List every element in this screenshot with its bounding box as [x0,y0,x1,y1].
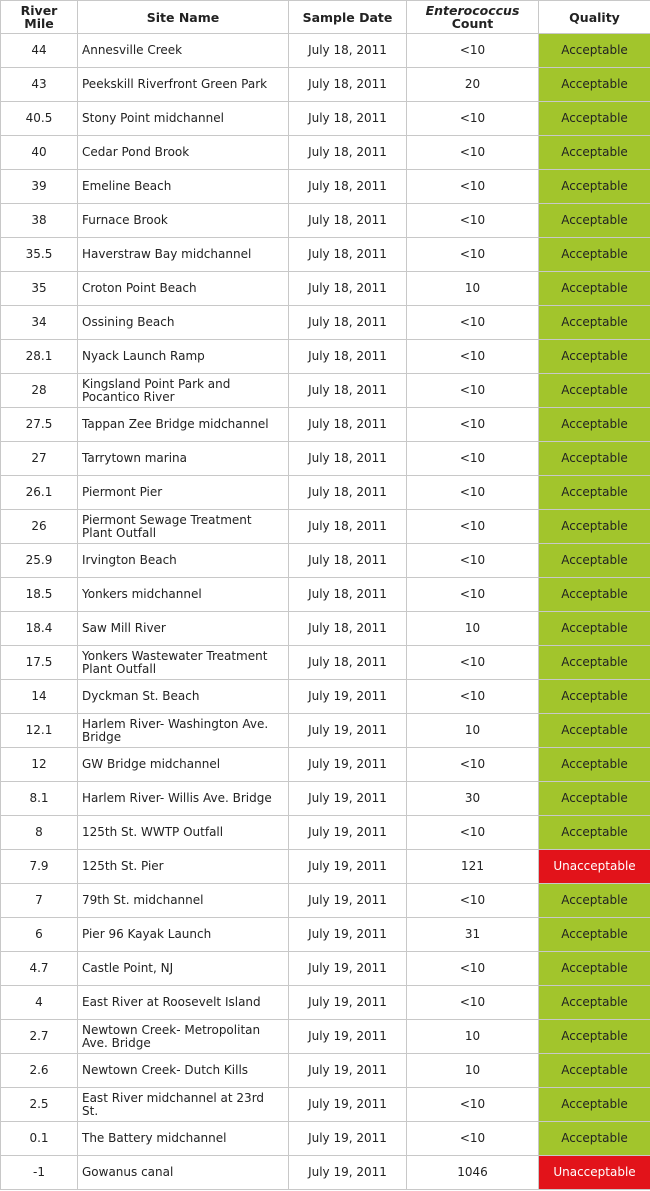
sample-date-cell: July 18, 2011 [289,34,407,68]
count-cell: 10 [407,714,539,748]
table-row [1,782,650,816]
sample-date-cell: July 18, 2011 [289,544,407,578]
sample-date-cell: July 19, 2011 [289,918,407,952]
site-name-cell: Tarrytown marina [78,442,289,476]
sample-date-cell: July 18, 2011 [289,102,407,136]
site-name-cell: Gowanus canal [78,1156,289,1190]
table-row [1,238,650,272]
site-name-cell: Tappan Zee Bridge midchannel [78,408,289,442]
table-row [1,1020,650,1054]
river-mile-cell: 28 [1,374,78,408]
table-row [1,680,650,714]
count-cell: 31 [407,918,539,952]
table-row [1,476,650,510]
site-name-cell: Yonkers Wastewater Treatment Plant Outfall [78,646,289,680]
count-cell: <10 [407,884,539,918]
count-cell: <10 [407,340,539,374]
site-name-cell: Harlem River- Willis Ave. Bridge [78,782,289,816]
sample-date-cell: July 19, 2011 [289,986,407,1020]
count-cell: 10 [407,1020,539,1054]
header-quality: Quality [539,1,650,34]
sample-date-cell: July 19, 2011 [289,816,407,850]
table-row [1,646,650,680]
site-name-cell: Saw Mill River [78,612,289,646]
site-name-cell: The Battery midchannel [78,1122,289,1156]
site-name-cell: Harlem River- Washington Ave. Bridge [78,714,289,748]
quality-cell-acceptable: Acceptable [539,646,650,680]
site-name-cell: Nyack Launch Ramp [78,340,289,374]
count-cell: 20 [407,68,539,102]
sample-date-cell: July 19, 2011 [289,680,407,714]
sample-date-cell: July 18, 2011 [289,170,407,204]
quality-cell-acceptable: Acceptable [539,204,650,238]
site-name-cell: Peekskill Riverfront Green Park [78,68,289,102]
sample-date-cell: July 18, 2011 [289,204,407,238]
quality-cell-acceptable: Acceptable [539,136,650,170]
table-row [1,136,650,170]
river-mile-cell: 7 [1,884,78,918]
quality-cell-acceptable: Acceptable [539,748,650,782]
quality-cell-acceptable: Acceptable [539,680,650,714]
river-mile-cell: 38 [1,204,78,238]
count-cell: <10 [407,748,539,782]
sample-date-cell: July 19, 2011 [289,850,407,884]
sample-date-cell: July 19, 2011 [289,1020,407,1054]
table-row [1,102,650,136]
quality-cell-acceptable: Acceptable [539,306,650,340]
site-name-cell: Kingsland Point Park and Pocantico River [78,374,289,408]
river-mile-cell: 14 [1,680,78,714]
river-mile-cell: 35 [1,272,78,306]
river-mile-cell: 26.1 [1,476,78,510]
site-name-cell: Emeline Beach [78,170,289,204]
count-cell: <10 [407,952,539,986]
header-enterococcus-count [407,1,539,34]
sample-date-cell: July 18, 2011 [289,646,407,680]
sample-date-cell: July 18, 2011 [289,374,407,408]
count-cell: <10 [407,1122,539,1156]
quality-cell-acceptable: Acceptable [539,782,650,816]
site-name-cell: Stony Point midchannel [78,102,289,136]
site-name-cell: Croton Point Beach [78,272,289,306]
river-mile-cell: 43 [1,68,78,102]
table-row [1,850,650,884]
site-name-cell: Yonkers midchannel [78,578,289,612]
quality-cell-acceptable: Acceptable [539,408,650,442]
count-cell: <10 [407,646,539,680]
site-name-cell: Irvington Beach [78,544,289,578]
site-name-cell: Cedar Pond Brook [78,136,289,170]
table-row [1,578,650,612]
count-cell: <10 [407,34,539,68]
river-mile-cell: 6 [1,918,78,952]
table-row [1,1122,650,1156]
table-row [1,714,650,748]
header-count-plain: Count [451,16,494,31]
count-cell: <10 [407,986,539,1020]
quality-cell-acceptable: Acceptable [539,578,650,612]
table-row [1,68,650,102]
sample-date-cell: July 18, 2011 [289,408,407,442]
sample-date-cell: July 18, 2011 [289,578,407,612]
site-name-cell: Haverstraw Bay midchannel [78,238,289,272]
count-cell: 10 [407,1054,539,1088]
header-count-italic: Enterococcus [425,3,520,18]
river-mile-cell: 18.4 [1,612,78,646]
site-name-cell: 125th St. Pier [78,850,289,884]
sample-date-cell: July 19, 2011 [289,714,407,748]
count-cell: <10 [407,442,539,476]
quality-cell-acceptable: Acceptable [539,34,650,68]
quality-cell-unacceptable: Unacceptable [539,850,650,884]
river-mile-cell: 17.5 [1,646,78,680]
sample-date-cell: July 19, 2011 [289,748,407,782]
river-mile-cell: 12.1 [1,714,78,748]
site-name-cell: Piermont Pier [78,476,289,510]
quality-cell-acceptable: Acceptable [539,816,650,850]
table-row [1,816,650,850]
count-cell: <10 [407,170,539,204]
river-mile-cell: 2.7 [1,1020,78,1054]
river-mile-cell: 40 [1,136,78,170]
river-mile-cell: 44 [1,34,78,68]
table-row [1,340,650,374]
river-mile-cell: 4.7 [1,952,78,986]
river-mile-cell: 25.9 [1,544,78,578]
table-row [1,408,650,442]
header-river-mile: River Mile [1,1,78,34]
site-name-cell: Dyckman St. Beach [78,680,289,714]
sample-date-cell: July 19, 2011 [289,1054,407,1088]
table-row [1,748,650,782]
table-row [1,34,650,68]
river-mile-cell: 35.5 [1,238,78,272]
count-cell: 121 [407,850,539,884]
table-row [1,1088,650,1122]
table-row [1,884,650,918]
count-cell: <10 [407,1088,539,1122]
count-cell: <10 [407,306,539,340]
table-row [1,918,650,952]
river-mile-cell: 27 [1,442,78,476]
count-cell: 30 [407,782,539,816]
river-mile-cell: 8 [1,816,78,850]
quality-cell-acceptable: Acceptable [539,170,650,204]
count-cell: 1046 [407,1156,539,1190]
river-mile-cell: 0.1 [1,1122,78,1156]
sample-date-cell: July 19, 2011 [289,884,407,918]
river-mile-cell: 39 [1,170,78,204]
sample-date-cell: July 18, 2011 [289,136,407,170]
count-cell: 10 [407,272,539,306]
river-mile-cell: -1 [1,1156,78,1190]
river-mile-cell: 27.5 [1,408,78,442]
table-row [1,1054,650,1088]
table-row [1,170,650,204]
site-name-cell: Newtown Creek- Metropolitan Ave. Bridge [78,1020,289,1054]
river-mile-cell: 12 [1,748,78,782]
river-mile-cell: 28.1 [1,340,78,374]
quality-cell-acceptable: Acceptable [539,68,650,102]
site-name-cell: Castle Point, NJ [78,952,289,986]
count-cell: <10 [407,578,539,612]
count-cell: <10 [407,816,539,850]
site-name-cell: Ossining Beach [78,306,289,340]
quality-cell-unacceptable: Unacceptable [539,1156,650,1190]
river-mile-cell: 4 [1,986,78,1020]
sample-date-cell: July 18, 2011 [289,272,407,306]
river-mile-cell: 40.5 [1,102,78,136]
count-cell: 10 [407,612,539,646]
table-header [1,1,650,34]
river-mile-cell: 2.6 [1,1054,78,1088]
sample-date-cell: July 18, 2011 [289,612,407,646]
site-name-cell: 79th St. midchannel [78,884,289,918]
quality-cell-acceptable: Acceptable [539,544,650,578]
table-row [1,204,650,238]
sample-date-cell: July 18, 2011 [289,476,407,510]
quality-cell-acceptable: Acceptable [539,918,650,952]
table-row [1,952,650,986]
table-row [1,510,650,544]
quality-cell-acceptable: Acceptable [539,986,650,1020]
count-cell: <10 [407,374,539,408]
table-body [1,34,650,1190]
header-row [1,1,650,34]
sample-date-cell: July 19, 2011 [289,1088,407,1122]
table-row [1,986,650,1020]
quality-cell-acceptable: Acceptable [539,884,650,918]
header-site-name: Site Name [78,1,289,34]
site-name-cell: East River at Roosevelt Island [78,986,289,1020]
count-cell: <10 [407,544,539,578]
table-row [1,442,650,476]
river-mile-cell: 8.1 [1,782,78,816]
river-mile-cell: 26 [1,510,78,544]
table-row [1,612,650,646]
quality-cell-acceptable: Acceptable [539,476,650,510]
quality-cell-acceptable: Acceptable [539,714,650,748]
quality-cell-acceptable: Acceptable [539,102,650,136]
river-mile-cell: 34 [1,306,78,340]
site-name-cell: Piermont Sewage Treatment Plant Outfall [78,510,289,544]
site-name-cell: Annesville Creek [78,34,289,68]
quality-cell-acceptable: Acceptable [539,1088,650,1122]
count-cell: <10 [407,510,539,544]
sample-date-cell: July 19, 2011 [289,782,407,816]
quality-cell-acceptable: Acceptable [539,510,650,544]
river-mile-cell: 2.5 [1,1088,78,1122]
sample-date-cell: July 18, 2011 [289,510,407,544]
site-name-cell: Furnace Brook [78,204,289,238]
quality-cell-acceptable: Acceptable [539,374,650,408]
quality-cell-acceptable: Acceptable [539,612,650,646]
table-row [1,272,650,306]
quality-cell-acceptable: Acceptable [539,1122,650,1156]
sample-date-cell: July 19, 2011 [289,1156,407,1190]
table-row [1,306,650,340]
sample-date-cell: July 18, 2011 [289,340,407,374]
table-row [1,544,650,578]
count-cell: <10 [407,476,539,510]
river-mile-cell: 18.5 [1,578,78,612]
site-name-cell: Pier 96 Kayak Launch [78,918,289,952]
count-cell: <10 [407,680,539,714]
count-cell: <10 [407,408,539,442]
quality-cell-acceptable: Acceptable [539,442,650,476]
quality-cell-acceptable: Acceptable [539,952,650,986]
count-cell: <10 [407,136,539,170]
quality-cell-acceptable: Acceptable [539,340,650,374]
sample-date-cell: July 18, 2011 [289,306,407,340]
site-name-cell: East River midchannel at 23rd St. [78,1088,289,1122]
sample-date-cell: July 19, 2011 [289,1122,407,1156]
sample-date-cell: July 18, 2011 [289,68,407,102]
header-sample-date: Sample Date [289,1,407,34]
site-name-cell: Newtown Creek- Dutch Kills [78,1054,289,1088]
river-mile-cell: 7.9 [1,850,78,884]
sample-date-cell: July 18, 2011 [289,442,407,476]
count-cell: <10 [407,102,539,136]
quality-cell-acceptable: Acceptable [539,1020,650,1054]
sample-date-cell: July 19, 2011 [289,952,407,986]
site-name-cell: GW Bridge midchannel [78,748,289,782]
sample-date-cell: July 18, 2011 [289,238,407,272]
site-name-cell: 125th St. WWTP Outfall [78,816,289,850]
quality-cell-acceptable: Acceptable [539,238,650,272]
table-row [1,1156,650,1190]
table-row [1,374,650,408]
quality-cell-acceptable: Acceptable [539,272,650,306]
count-cell: <10 [407,204,539,238]
count-cell: <10 [407,238,539,272]
quality-cell-acceptable: Acceptable [539,1054,650,1088]
